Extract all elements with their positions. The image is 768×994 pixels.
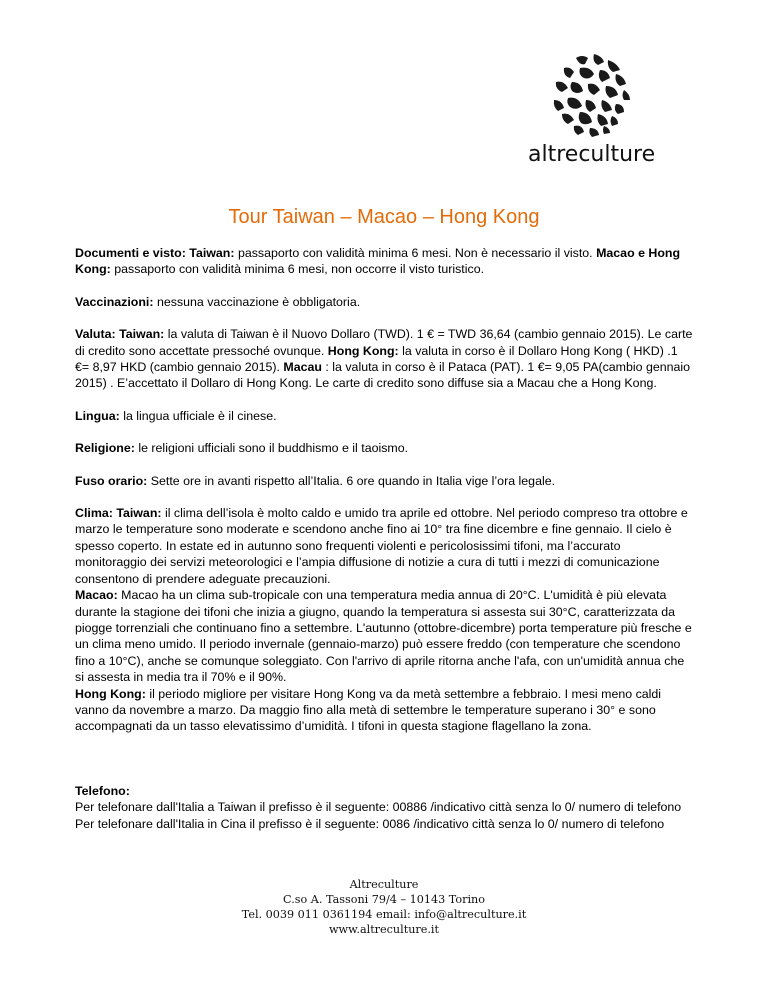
documenti-label: Documenti e visto: xyxy=(75,246,190,260)
footer-contacts: Tel. 0039 011 0361194 email: info@altreculture.it xyxy=(241,908,527,921)
religione-label: Religione: xyxy=(75,441,135,456)
spacer xyxy=(75,751,695,783)
valuta-macau-text: : la valuta in corso è il Pataca (PAT). 1 €= 9,05 PA(cambio gennaio 2015) . E’accettato il Dollaro di Hong Kong. Le carte di credito sono diffuse sia a Macau che a Hong Kong. xyxy=(75,360,691,391)
valuta-hk-text: la valuta in corso è il Dollaro Hong Kong ( HKD) .1 €= 8,97 HKD (cambio gennaio 2015). xyxy=(75,343,678,375)
religione-paragraph xyxy=(75,440,695,456)
clima-taiwan-paragraph xyxy=(75,505,695,587)
clima-hk-paragraph xyxy=(75,686,695,735)
telefono-line-cina: Per telefonare dall'Italia in Cina il prefisso è il seguente: 0086 /indicativo città senza lo 0/ numero di telefono xyxy=(75,816,665,831)
valuta-taiwan-label: Taiwan: xyxy=(119,327,165,342)
brand-name: altreculture xyxy=(528,142,656,167)
lingua-text: la lingua ufficiale è il cinese. xyxy=(119,408,277,423)
logo xyxy=(528,50,660,167)
fuso-text: Sette ore in avanti rispetto all’Italia. 6 ore quando in Italia vige l’ora legale. xyxy=(147,473,556,488)
document-body xyxy=(75,245,695,832)
clima-taiwan-label: Taiwan: xyxy=(116,506,162,521)
clima-macao-label: Macao: xyxy=(75,588,118,603)
clima-label: Clima: xyxy=(75,506,117,521)
documenti-macao-text: passaporto con validità minima 6 mesi, non occorre il visto turistico. xyxy=(110,262,485,277)
lingua-label: Lingua: xyxy=(75,408,120,423)
valuta-label: Valuta: xyxy=(75,327,120,342)
fuso-paragraph xyxy=(75,473,695,489)
footer xyxy=(0,877,768,937)
documenti-paragraph xyxy=(75,245,695,278)
religione-text: le religioni ufficiali sono il buddhismo e il taoismo. xyxy=(134,441,409,456)
valuta-paragraph xyxy=(75,326,695,392)
vaccinazioni-label: Vaccinazioni: xyxy=(75,294,154,309)
vaccinazioni-text: nessuna vaccinazione è obbligatoria. xyxy=(153,294,361,309)
footer-address: C.so A. Tassoni 79/4 – 10143 Torino xyxy=(283,893,485,906)
vaccinazioni-paragraph xyxy=(75,294,695,310)
documenti-taiwan-label: Taiwan: xyxy=(189,246,235,260)
documenti-taiwan-text: passaporto con validità minima 6 mesi. Non è necessario il visto. xyxy=(234,246,597,260)
valuta-macau-label: Macau xyxy=(283,360,322,375)
valuta-taiwan-text: la valuta di Taiwan è il Nuovo Dollaro (TWD). 1 € = TWD 36,64 (cambio gennaio 2015). Le carte di credito sono accettate pressoché ovunque. xyxy=(75,327,693,358)
fuso-label: Fuso orario: xyxy=(75,473,148,488)
telefono-label: Telefono: xyxy=(75,783,130,798)
footer-website: www.altreculture.it xyxy=(328,923,440,936)
footer-company: Altreculture xyxy=(349,878,419,891)
clima-hk-label: Hong Kong: xyxy=(75,686,146,701)
clima-macao-paragraph xyxy=(75,587,695,685)
documenti-macao-label: Macao e Hong Kong: xyxy=(75,246,681,277)
clima-macao-text: Macao ha un clima sub-tropicale con una temperatura media annua di 20°C. L'umidità è più elevata durante la stagione dei tifoni che inizia a giugno, quando la temperatura si assesta sui 30°C, caratterizzata da piogge torrenziali che continuano fino a settembre. L'autunno (ottobre-dicembre) porta temperature più fresche e un clima meno umido. Il periodo invernale (gennaio-marzo) può essere freddo (con temperature che scendono fino a 10°C), anche se comunque soleggiato. Con l'arrivo di aprile ritorna anche l'afa, con un'umidità annua che si assesta in media tra il 70% e il 90%. xyxy=(75,588,692,685)
telefono-line-taiwan: Per telefonare dall'Italia a Taiwan il prefisso è il seguente: 00886 /indicativo città senza lo 0/ numero di telefono xyxy=(75,800,682,815)
lingua-paragraph xyxy=(75,408,695,424)
globe-animals-icon xyxy=(546,50,641,140)
valuta-hk-label: Hong Kong: xyxy=(327,343,399,358)
clima-hk-text: il periodo migliore per visitare Hong Kong va da metà settembre a febbraio. I mesi meno caldi vanno da novembre a marzo. Da maggio fino alla metà di settembre le temperature superano i 30° e sono accompagnati da un tasso elevatissimo d’umidità. I tifoni in questa stagione flagellano la zona. xyxy=(75,686,662,734)
page-title: Tour Taiwan – Macao – Hong Kong xyxy=(228,206,540,228)
clima-taiwan-text: il clima dell’isola è molto caldo e umido tra aprile ed ottobre. Nel periodo compreso tra ottobre e marzo le temperature sono moderate e scendono anche fino ai 10° tra fine dicembre e fine gennaio. Il cielo è spesso coperto. In estate ed in autunno sono frequenti violenti e pericolosissimi tifoni, ma l’accurato monitoraggio dei servizi meteorologici e l’ampia diffusione di notizie a cura di tutti i mezzi di comunicazione consentono di prendere adeguate precauzioni. xyxy=(75,506,688,586)
telefono-paragraph xyxy=(75,783,695,799)
